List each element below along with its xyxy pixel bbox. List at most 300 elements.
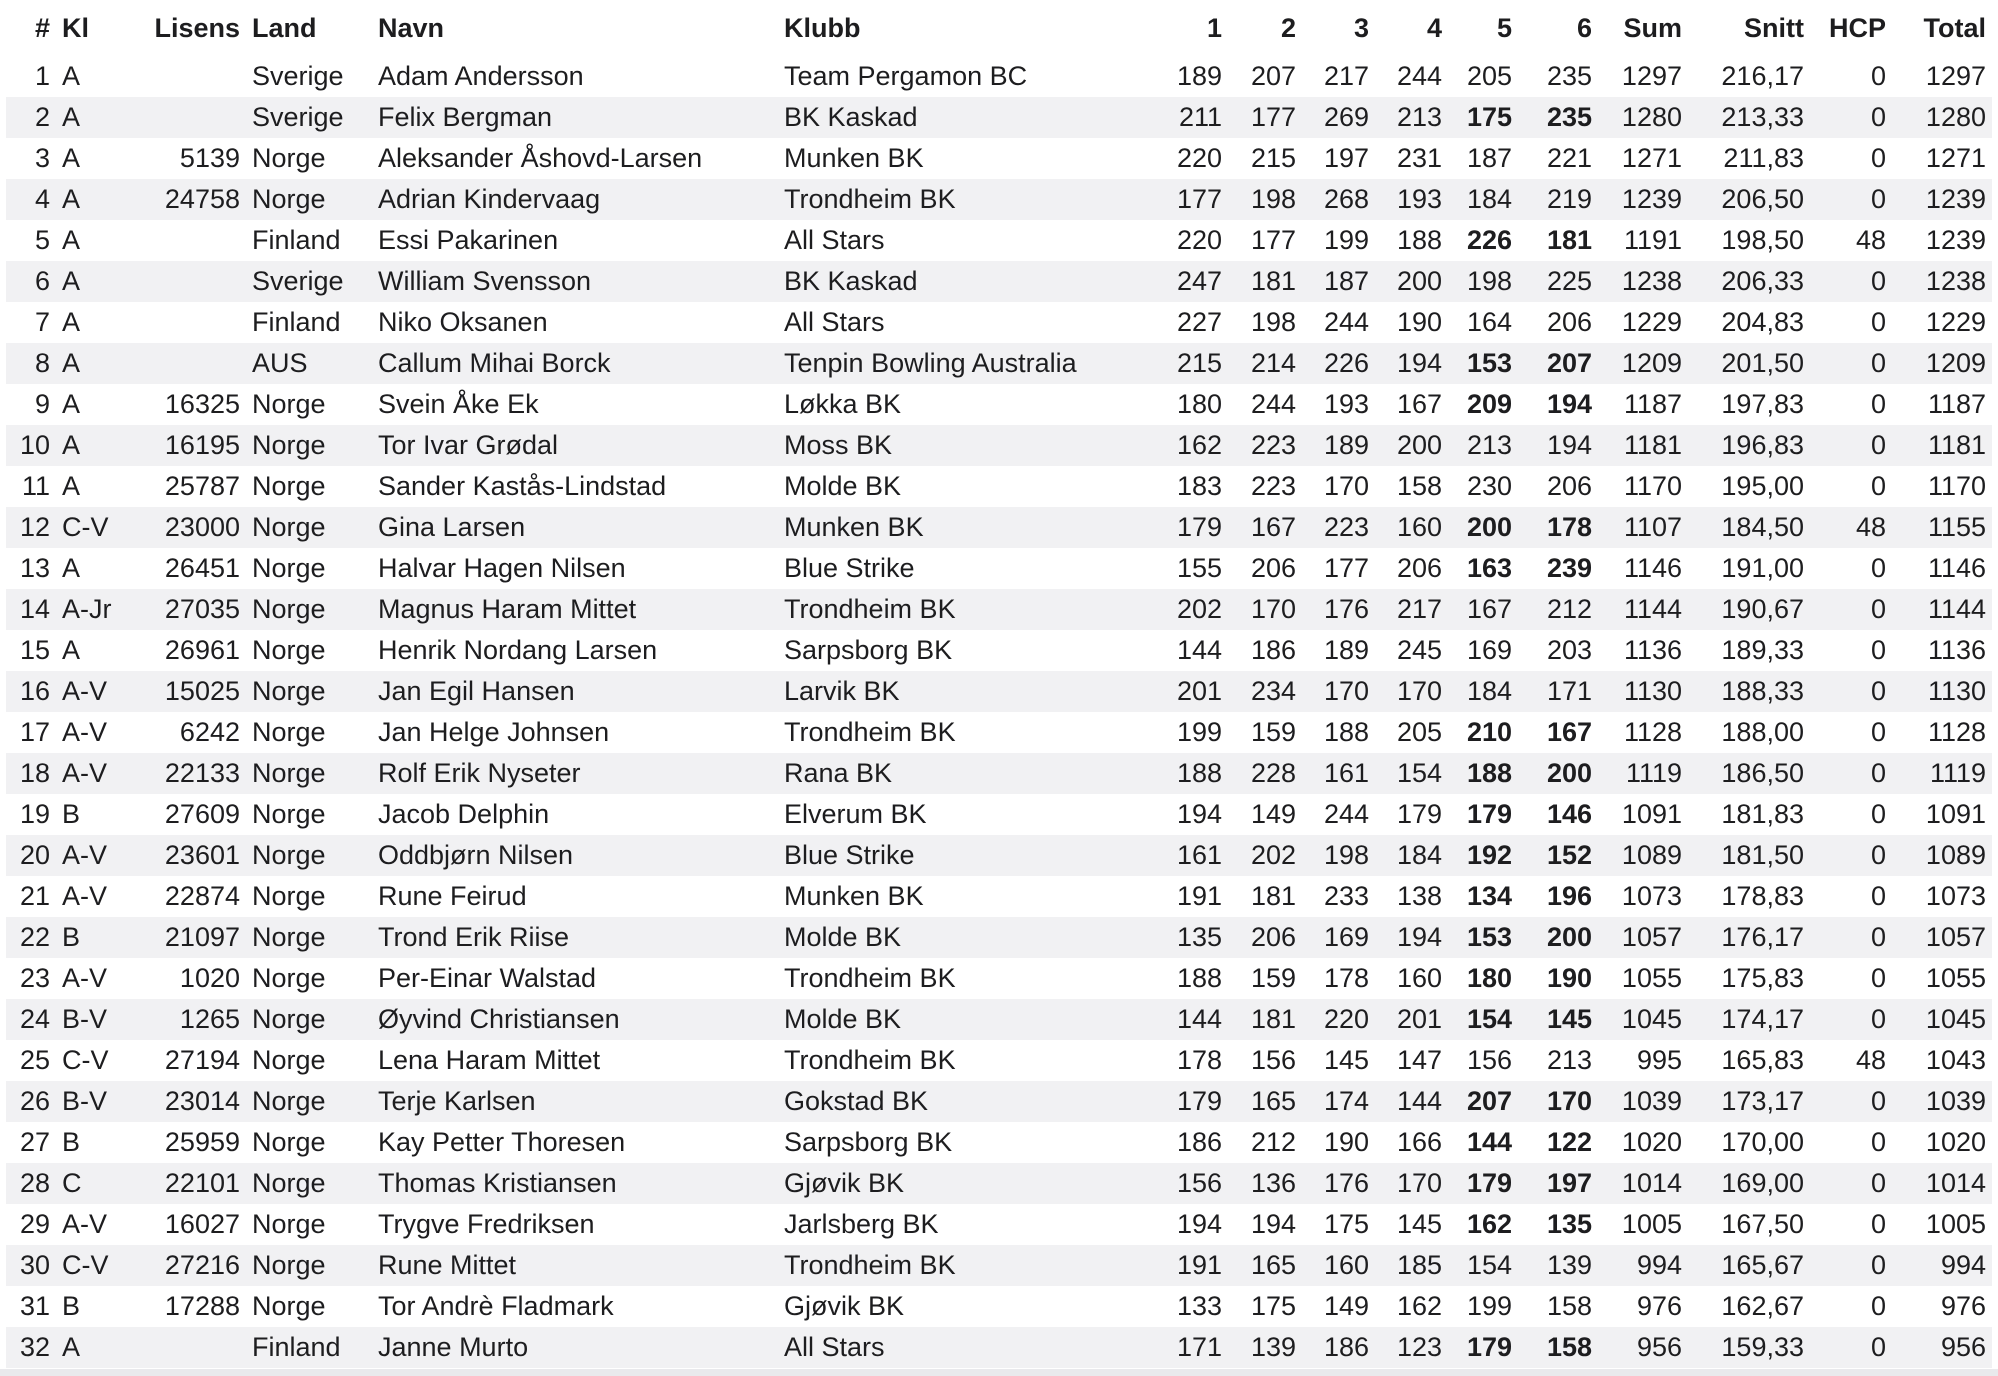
cell-class: B [62,1127,81,1157]
table-row[interactable] [6,712,1992,753]
cell-name: Per-Einar Walstad [378,963,597,993]
cell-game-3: 190 [1323,1127,1369,1157]
cell-game-1: 144 [1158,999,1228,1040]
cell-game-5: 187 [1466,143,1512,173]
results-table-container [6,0,1992,1368]
cell-license: 1265 [136,999,246,1040]
cell-country: Norge [246,753,372,794]
cell-license [136,220,246,261]
cell-club: Molde BK [778,999,1158,1040]
column-header-country[interactable]: Land [252,12,317,43]
cell-class: A-V [56,671,136,712]
cell-game-4: 217 [1375,589,1448,630]
cell-country: Norge [246,425,372,466]
column-header-game-1[interactable]: 1 [1206,12,1222,43]
cell-game-3: 187 [1302,261,1375,302]
cell-club: Tenpin Bowling Australia [778,343,1158,384]
cell-rank: 27 [19,1127,50,1157]
cell-country: Norge [252,635,326,665]
cell-country: Norge [246,835,372,876]
table-row[interactable] [6,958,1992,999]
cell-name: Henrik Nordang Larsen [378,635,658,665]
cell-average: 191,00 [1721,553,1804,583]
cell-country: Norge [252,389,326,419]
cell-handicap: 0 [1810,1327,1892,1368]
cell-average: 189,33 [1721,635,1804,665]
cell-game-5: 192 [1448,835,1518,876]
table-row[interactable] [6,1286,1992,1327]
cell-sum: 1128 [1623,717,1682,747]
cell-game-4: 213 [1375,97,1448,138]
cell-game-5: 167 [1448,589,1518,630]
cell-game-2: 165 [1228,1081,1302,1122]
table-row[interactable] [6,384,1992,425]
cell-game-6: 203 [1546,635,1592,665]
cell-class: A [62,635,81,665]
cell-game-3: 178 [1323,963,1369,993]
cell-game-2: 207 [1250,61,1296,91]
cell-license: 24758 [136,179,246,220]
table-row[interactable] [6,507,1992,548]
cell-license: 16195 [136,425,246,466]
cell-game-2: 223 [1250,471,1296,501]
cell-sum: 1297 [1621,61,1682,91]
cell-average: 186,50 [1688,753,1810,794]
cell-game-4: 185 [1375,1245,1448,1286]
cell-game-2: 215 [1250,143,1296,173]
cell-country: Norge [252,1127,326,1157]
cell-name: Adrian Kindervaag [372,179,778,220]
cell-game-3: 269 [1302,97,1375,138]
table-row[interactable] [6,876,1992,917]
cell-game-1: 247 [1158,261,1228,302]
cell-rank: 12 [6,507,56,548]
cell-game-3: 193 [1323,389,1369,419]
table-row[interactable] [6,1081,1992,1122]
cell-club: Larvik BK [778,671,1158,712]
cell-game-6: 171 [1518,671,1598,712]
table-row[interactable] [6,753,1992,794]
cell-game-1: 133 [1176,1291,1222,1321]
cell-game-4: 144 [1375,1081,1448,1122]
cell-rank: 10 [6,425,56,466]
cell-game-3: 176 [1302,1163,1375,1204]
cell-game-2: 206 [1250,553,1296,583]
cell-rank: 31 [19,1291,50,1321]
column-header-game-5[interactable]: 5 [1496,12,1512,43]
cell-country: Norge [252,1209,326,1239]
cell-rank: 11 [21,471,50,501]
cell-total: 1239 [1925,225,1986,255]
cell-sum: 1271 [1621,143,1682,173]
cell-sum: 1091 [1621,799,1682,829]
cell-game-5: 207 [1448,1081,1518,1122]
table-row[interactable] [6,343,1992,384]
cell-name: Callum Mihai Borck [372,343,778,384]
cell-class: A-V [62,717,108,747]
cell-club: All Stars [784,307,885,337]
cell-total: 1128 [1927,717,1986,747]
cell-game-5: 188 [1448,753,1518,794]
cell-country: Norge [252,963,326,993]
cell-country: Norge [246,1163,372,1204]
cell-license: 23601 [136,835,246,876]
cell-class: A-V [62,1209,108,1239]
cell-handicap: 0 [1870,1127,1886,1157]
column-header-game-3[interactable]: 3 [1353,12,1369,43]
cell-class: C-V [56,1245,136,1286]
cell-class: A [62,389,81,419]
cell-total: 1119 [1892,753,1992,794]
cell-game-5: 162 [1466,1209,1512,1239]
cell-country: Finland [246,1327,372,1368]
cell-rank: 16 [6,671,56,712]
cell-game-6: 213 [1546,1045,1592,1075]
column-header-name[interactable]: Navn [378,12,445,43]
cell-game-3: 233 [1323,881,1369,911]
cell-average: 204,83 [1721,307,1804,337]
table-row[interactable] [6,671,1992,712]
scroll-edge [0,1369,1998,1376]
cell-name: Aleksander Åshovd-Larsen [378,143,703,173]
cell-game-2: 202 [1228,835,1302,876]
cell-license: 22874 [164,881,240,911]
table-row[interactable] [6,794,1992,835]
cell-game-2: 177 [1228,97,1302,138]
cell-class: C [56,1163,136,1204]
cell-country: Norge [252,553,326,583]
cell-average: 159,33 [1688,1327,1810,1368]
cell-club: BK Kaskad [778,261,1158,302]
cell-rank: 7 [34,307,50,337]
cell-name: Rune Mittet [372,1245,778,1286]
cell-total: 1020 [1925,1127,1986,1157]
cell-class: C-V [62,1045,109,1075]
cell-total: 1130 [1892,671,1992,712]
cell-club: All Stars [778,1327,1158,1368]
cell-game-4: 201 [1375,999,1448,1040]
column-header-sum[interactable]: Sum [1623,12,1682,43]
cell-license [136,343,246,384]
cell-handicap: 48 [1810,507,1892,548]
cell-sum: 1229 [1621,307,1682,337]
cell-name: Felix Bergman [372,97,778,138]
cell-handicap: 0 [1870,717,1886,747]
cell-average: 216,17 [1721,61,1804,91]
cell-game-1: 188 [1158,753,1228,794]
cell-game-5: 154 [1448,1245,1518,1286]
cell-game-4: 179 [1396,799,1442,829]
cell-class: A [56,343,136,384]
column-header-rank[interactable]: # [34,12,50,43]
cell-game-5: 156 [1466,1045,1512,1075]
cell-game-6: 190 [1546,963,1592,993]
cell-game-3: 244 [1323,799,1369,829]
table-row[interactable] [6,1327,1992,1368]
cell-rank: 15 [19,635,50,665]
cell-club: Trondheim BK [784,717,956,747]
cell-class: C-V [56,507,136,548]
cell-game-4: 166 [1396,1127,1442,1157]
cell-game-3: 161 [1302,753,1375,794]
table-row[interactable] [6,1163,1992,1204]
cell-license: 23014 [136,1081,246,1122]
cell-handicap: 0 [1810,1163,1892,1204]
cell-game-4: 147 [1396,1045,1442,1075]
table-row[interactable] [6,630,1992,671]
cell-name: William Svensson [372,261,778,302]
column-header-license[interactable]: Lisens [154,12,240,43]
table-row[interactable] [6,302,1992,343]
cell-sum: 1191 [1623,225,1682,255]
table-row[interactable] [6,1245,1992,1286]
cell-rank: 6 [6,261,56,302]
cell-total: 1055 [1925,963,1986,993]
cell-sum: 976 [1636,1291,1682,1321]
cell-average: 198,50 [1721,225,1804,255]
cell-game-2: 186 [1250,635,1296,665]
cell-name: Rune Feirud [378,881,527,911]
cell-game-3: 198 [1302,835,1375,876]
cell-game-5: 179 [1448,1163,1518,1204]
cell-class: A-Jr [56,589,136,630]
table-row[interactable] [6,466,1992,507]
table-row[interactable] [6,97,1992,138]
cell-name: Thomas Kristiansen [372,1163,778,1204]
cell-game-5: 230 [1466,471,1512,501]
cell-handicap: 0 [1870,635,1886,665]
cell-country: Norge [252,717,326,747]
cell-total: 1136 [1927,635,1986,665]
cell-name: Trond Erik Riise [372,917,778,958]
cell-average: 206,33 [1688,261,1810,302]
cell-game-2: 214 [1228,343,1302,384]
cell-name: Rolf Erik Nyseter [372,753,778,794]
table-row[interactable] [6,1122,1992,1163]
cell-name: Øyvind Christiansen [372,999,778,1040]
cell-game-6: 207 [1518,343,1598,384]
cell-sum: 1181 [1598,425,1688,466]
cell-total: 1155 [1892,507,1992,548]
table-row[interactable] [6,835,1992,876]
cell-game-1: 156 [1158,1163,1228,1204]
cell-game-4: 245 [1396,635,1442,665]
cell-rank: 5 [34,225,50,255]
cell-handicap: 0 [1810,97,1892,138]
cell-game-6: 158 [1518,1327,1598,1368]
cell-sum: 1130 [1598,671,1688,712]
table-row[interactable] [6,999,1992,1040]
column-header-average[interactable]: Snitt [1744,12,1804,43]
cell-game-4: 205 [1396,717,1442,747]
cell-country: Norge [246,999,372,1040]
cell-name: Jan Helge Johnsen [378,717,610,747]
table-row[interactable] [6,220,1992,261]
cell-class: B-V [56,999,136,1040]
table-body [6,56,1992,1368]
cell-license [136,56,246,97]
cell-handicap: 0 [1870,881,1886,911]
cell-license: 16325 [164,389,240,419]
cell-average: 175,83 [1721,963,1804,993]
column-header-club[interactable]: Klubb [784,12,861,43]
cell-game-3: 220 [1302,999,1375,1040]
cell-game-3: 199 [1323,225,1369,255]
cell-game-5: 210 [1466,717,1512,747]
cell-game-1: 162 [1158,425,1228,466]
cell-handicap: 0 [1870,963,1886,993]
cell-license: 26961 [164,635,240,665]
column-header-game-2[interactable]: 2 [1280,12,1296,43]
cell-name: Lena Haram Mittet [378,1045,601,1075]
cell-sum: 1119 [1598,753,1688,794]
cell-game-5: 153 [1448,917,1518,958]
cell-average: 162,67 [1721,1291,1804,1321]
cell-average: 181,83 [1721,799,1804,829]
cell-game-4: 138 [1396,881,1442,911]
cell-average: 170,00 [1721,1127,1804,1157]
cell-club: Elverum BK [784,799,927,829]
cell-game-1: 227 [1176,307,1222,337]
cell-sum: 1089 [1598,835,1688,876]
cell-club: Munken BK [784,143,924,173]
cell-handicap: 0 [1870,61,1886,91]
cell-game-1: 189 [1176,61,1222,91]
column-header-class[interactable]: Kl [62,12,89,43]
table-row[interactable] [6,1204,1992,1245]
cell-game-2: 177 [1250,225,1296,255]
cell-club: Rana BK [778,753,1158,794]
cell-game-6: 194 [1546,389,1592,419]
cell-name: Halvar Hagen Nilsen [378,553,626,583]
cell-country: Finland [252,307,341,337]
cell-game-1: 211 [1158,97,1228,138]
cell-game-5: 179 [1466,799,1512,829]
cell-average: 165,83 [1721,1045,1804,1075]
cell-game-1: 188 [1176,963,1222,993]
cell-club: Sarpsborg BK [784,635,953,665]
cell-average: 167,50 [1721,1209,1804,1239]
cell-game-3: 174 [1302,1081,1375,1122]
cell-handicap: 0 [1810,999,1892,1040]
cell-class: A-V [62,881,108,911]
column-header-game-6[interactable]: 6 [1576,12,1592,43]
column-header-handicap[interactable]: HCP [1828,12,1886,43]
cell-club: Jarlsberg BK [784,1209,939,1239]
table-row[interactable] [6,261,1992,302]
cell-game-6: 221 [1546,143,1592,173]
table-row[interactable] [6,179,1992,220]
cell-license: 15025 [136,671,246,712]
table-row[interactable] [6,138,1992,179]
table-row[interactable] [6,917,1992,958]
cell-game-4: 200 [1375,425,1448,466]
cell-sum: 1073 [1621,881,1682,911]
table-row[interactable] [6,56,1992,97]
cell-total: 1039 [1892,1081,1992,1122]
cell-name: Tor Ivar Grødal [372,425,778,466]
cell-country: Norge [246,507,372,548]
cell-name: Terje Karlsen [372,1081,778,1122]
cell-handicap: 0 [1810,343,1892,384]
cell-game-6: 235 [1546,61,1592,91]
cell-game-4: 167 [1396,389,1442,419]
table-row[interactable] [6,425,1992,466]
cell-class: A-V [62,963,108,993]
cell-game-3: 149 [1323,1291,1369,1321]
column-header-game-4[interactable]: 4 [1426,12,1442,43]
cell-rank: 29 [19,1209,50,1239]
cell-game-5: 134 [1466,881,1512,911]
table-row[interactable] [6,589,1992,630]
cell-game-3: 186 [1302,1327,1375,1368]
cell-country: Norge [246,179,372,220]
cell-game-1: 161 [1158,835,1228,876]
cell-handicap: 48 [1855,1045,1886,1075]
cell-handicap: 0 [1810,425,1892,466]
cell-game-2: 181 [1228,261,1302,302]
cell-rank: 32 [6,1327,56,1368]
cell-game-4: 206 [1396,553,1442,583]
table-row[interactable] [6,1040,1992,1081]
cell-game-1: 144 [1176,635,1222,665]
cell-country: Norge [252,1291,326,1321]
cell-game-5: 213 [1448,425,1518,466]
cell-club: Trondheim BK [784,963,956,993]
cell-game-4: 194 [1375,917,1448,958]
cell-sum: 1020 [1621,1127,1682,1157]
cell-game-5: 184 [1448,179,1518,220]
cell-game-5: 198 [1448,261,1518,302]
cell-total: 1170 [1927,471,1986,501]
cell-rank: 4 [6,179,56,220]
cell-game-1: 201 [1158,671,1228,712]
table-row[interactable] [6,548,1992,589]
cell-country: Norge [246,1081,372,1122]
cell-license [136,261,246,302]
cell-game-6: 206 [1546,471,1592,501]
cell-license: 21097 [136,917,246,958]
cell-game-2: 228 [1228,753,1302,794]
cell-game-3: 244 [1323,307,1369,337]
column-header-total[interactable]: Total [1923,12,1986,43]
cell-game-2: 198 [1250,307,1296,337]
cell-license: 23000 [136,507,246,548]
cell-class: A [62,225,81,255]
cell-game-2: 181 [1250,881,1296,911]
cell-game-4: 145 [1396,1209,1442,1239]
cell-game-2: 149 [1250,799,1296,829]
cell-sum: 995 [1636,1045,1682,1075]
cell-sum: 1045 [1598,999,1688,1040]
cell-country: Norge [252,799,326,829]
cell-class: A [62,61,81,91]
cell-handicap: 0 [1810,1081,1892,1122]
cell-total: 1005 [1925,1209,1986,1239]
cell-rank: 14 [6,589,56,630]
cell-game-3: 189 [1323,635,1369,665]
cell-game-3: 176 [1302,589,1375,630]
cell-license: 22133 [136,753,246,794]
cell-game-5: 154 [1448,999,1518,1040]
cell-game-6: 219 [1518,179,1598,220]
cell-total: 1045 [1892,999,1992,1040]
cell-handicap: 0 [1870,389,1886,419]
cell-game-1: 186 [1176,1127,1222,1157]
cell-license: 17288 [164,1291,240,1321]
cell-sum: 1239 [1598,179,1688,220]
cell-game-5: 200 [1448,507,1518,548]
